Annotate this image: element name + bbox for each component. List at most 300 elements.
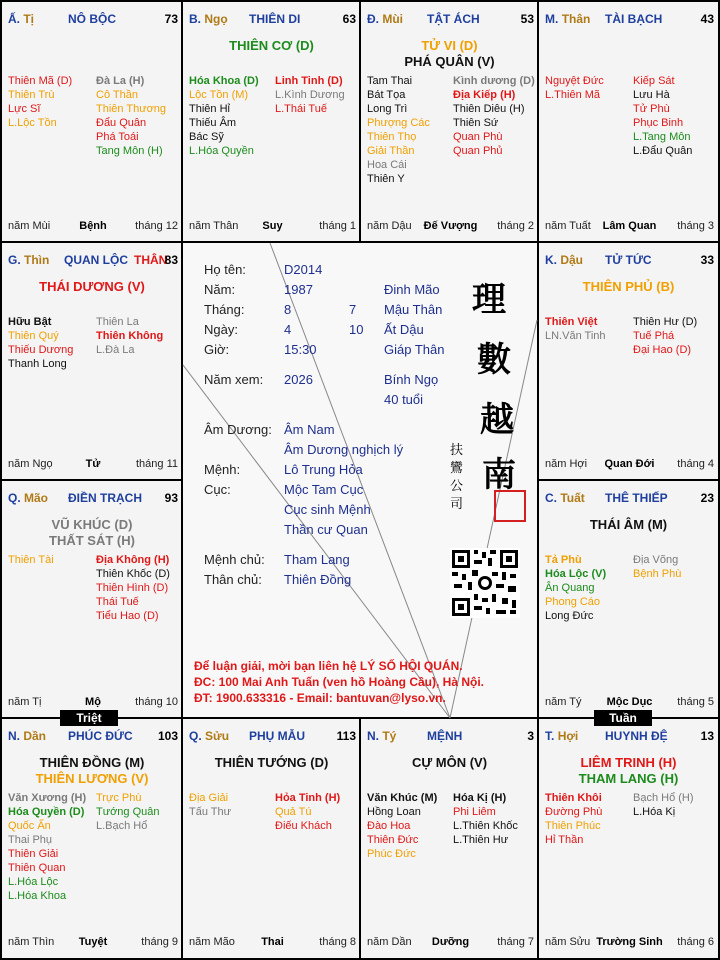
palace-mui [361,2,538,242]
minor-star: L.Thiên Khốc [453,820,518,832]
view-year-label: Năm xem: [204,372,264,387]
palace-age: 23 [700,491,714,505]
life-stage: Mộ [85,696,101,708]
palace-header [545,253,714,269]
palace-year: năm Tuất [545,220,591,232]
minor-star: L.Thái Tuế [275,103,327,115]
earthly-branch: Thìn [24,253,50,267]
minor-star: Thiên Y [367,173,405,185]
minor-star: Nguyệt Đức [545,75,604,87]
palace-than [539,2,718,242]
minor-star: Bạch Hổ (H) [633,792,694,804]
minor-star: Quan Phủ [453,145,503,157]
palace-header [8,729,178,745]
palace-age: 63 [342,12,356,26]
palace-footer [545,219,714,233]
minor-stars-left [367,74,430,186]
minor-star: L.Hóa Quyền [189,145,254,157]
minor-stars-left [545,315,606,343]
main-star: TỬ VI (D) [421,38,478,53]
minor-star: Kình dương (D) [453,75,535,87]
address-line: ĐC: 100 Mai Anh Tuấn (ven hồ Hoàng Cầu), Hà Nội. [194,675,485,689]
minor-star: Thiên Khốc (D) [96,568,170,580]
palace-month: tháng 7 [497,936,534,948]
minor-stars-right [633,791,694,819]
minor-star: Thiên Quan [8,862,66,874]
palace-year: năm Thân [189,220,239,232]
year-label: Năm: [204,282,236,297]
palace-year: năm Ngọ [8,458,53,470]
minor-star: Địa Võng [633,554,679,566]
palace-footer [8,219,178,233]
palace-header [367,729,534,745]
minor-star: Hỉ Thần [545,834,584,846]
day-label: Ngày: [204,322,238,337]
main-stars [539,517,718,533]
contact-line: Để luận giải, mời bạn liên hệ LÝ SỐ HỘI QUÁN. [194,659,463,673]
palace-month: tháng 1 [319,220,356,232]
minor-star: L.Thiên Hư [453,834,509,846]
palace-footer [189,935,356,949]
palace-year: năm Dần [367,936,412,948]
palace-month: tháng 11 [135,458,178,470]
minor-stars-left [189,791,231,819]
than-chu-label: Thân chủ: [204,572,262,587]
palace-age: 53 [520,12,534,26]
minor-star: Long Đức [545,610,594,622]
minor-star: Phượng Các [367,117,430,129]
minor-star: Phục Binh [633,117,684,129]
minor-star: Địa Giải [189,792,229,804]
minor-star: Văn Xương (H) [8,792,87,804]
palace-year: năm Tý [545,696,582,708]
minor-star: Thanh Long [8,358,67,370]
month-solar: 8 [284,302,292,317]
life-stage: Dưỡng [431,936,470,948]
minor-stars-right [453,791,518,847]
palace-header [545,729,714,745]
minor-stars-left [545,553,606,623]
earthly-branch: Mùi [382,12,404,26]
palace-month: tháng 3 [677,220,714,232]
palace-name: MỆNH [427,729,463,743]
palace-branch [8,491,48,505]
minor-star: LN.Văn Tinh [545,330,606,342]
minor-star: Phá Toái [96,131,139,143]
palace-name: TỬ TỨC [605,253,652,267]
palace-year: năm Mão [189,936,235,948]
palace-year: năm Mùi [8,220,51,232]
year-value: 1987 [284,282,313,297]
palace-month: tháng 2 [497,220,534,232]
minor-stars-right [633,553,681,581]
heavenly-stem: N. [8,729,20,743]
life-stage: Lâm Quan [602,220,657,232]
palace-name: HUYNH ĐỆ [605,729,668,743]
name-value: D2014 [284,262,323,277]
palace-year: năm Hợi [545,458,588,470]
palace-age: 73 [164,12,178,26]
palace-header [189,729,356,745]
minor-stars-right [275,791,340,833]
calligraphy-char: 越 [480,400,514,440]
palace-year: năm Thìn [8,936,55,948]
center-info-panel [182,242,538,718]
earthly-branch: Dần [23,729,47,743]
minor-star: Thiên Hư (D) [633,316,698,328]
minor-star: Đẩu Quân [96,117,147,129]
main-star: THIÊN PHỦ (B) [582,279,675,294]
main-stars [361,755,538,771]
palace-footer [367,219,534,233]
palace-age: 93 [164,491,178,505]
age-value: 40 tuổi [384,392,424,407]
palace-footer [545,457,714,471]
palace-footer [8,457,178,471]
palace-dau [539,243,718,480]
palace-branch [367,729,396,743]
minor-star: Bệnh Phù [633,568,682,580]
day-canchi: Ất Dậu [384,322,424,337]
calligraphy-char: 南 [482,455,516,495]
palace-footer [8,935,178,949]
heavenly-stem: B. [189,12,201,26]
minor-star: Lưu Hà [633,89,670,101]
palace-age: 3 [527,729,534,743]
than-chu-value: Thiên Đồng [284,572,352,587]
main-star: VŨ KHÚC (D) [51,517,133,532]
main-stars [2,279,182,295]
hour-label: Giờ: [204,342,230,357]
minor-star: Địa Không (H) [96,554,170,566]
minor-star: Thiên Phúc [545,820,601,832]
life-stage: Mộc Dục [606,696,653,708]
minor-star: Thiên Diêu (H) [453,103,525,115]
palace-ngo [183,2,360,242]
phone-email-line: ĐT: 1900.633316 - Email: bantuvan@lyso.vn. [194,691,446,705]
minor-star: Tấu Thư [189,806,232,818]
minor-star: L.Kình Dương [275,89,345,101]
minor-star: Hóa Khoa (D) [189,75,259,87]
palace-age: 13 [700,729,714,743]
minor-star: Hồng Loan [367,806,421,818]
minor-star: L.Hóa Lộc [8,876,59,888]
earthly-branch: Tị [23,12,35,26]
palace-year: năm Sửu [545,936,591,948]
life-stage: Suy [262,220,283,232]
main-star: THIÊN CƠ (D) [229,38,314,53]
minor-star: L.Lộc Tồn [8,117,57,129]
hour-value: 15:30 [284,342,317,357]
minor-star: Thiên Sứ [453,117,499,129]
cuc-label: Cục: [204,482,231,497]
palace-month: tháng 12 [135,220,178,232]
main-star: THÁI DƯƠNG (V) [39,279,145,294]
minor-stars-right [453,74,535,158]
tuan-tag: Tuần [594,710,652,726]
minor-star: Thiên Quý [8,330,59,342]
minor-stars-left [545,791,602,847]
am-duong-note: Âm Dương nghịch lý [284,442,404,457]
minor-star: Thiên Mã (D) [8,75,73,87]
palace-name: THÊ THIẾP [605,491,668,505]
palace-name: TẬT ÁCH [427,12,480,26]
earthly-branch: Mão [24,491,49,505]
minor-stars-right [633,315,697,357]
minor-star: Hoa Cái [367,159,407,171]
minor-star: Thiên Khôi [545,792,602,804]
minor-stars-right [96,553,170,623]
am-duong-label: Âm Dương: [204,422,272,437]
qr-code-icon[interactable] [450,548,520,618]
palace-name: PHÚC ĐỨC [68,729,133,743]
earthly-branch: Hợi [557,729,579,743]
minor-star: Thiên Đức [367,834,419,846]
palace-name: NÔ BỘC [68,12,116,26]
main-star: THIÊN TƯỚNG (D) [214,755,329,770]
palace-name: TÀI BẠCH [605,12,663,26]
palace-year: năm Tị [8,696,42,708]
month-lunar: 7 [349,302,357,317]
palace-age: 103 [157,729,178,743]
palace-age: 83 [164,253,178,267]
minor-star: Thiên Hình (D) [96,582,169,594]
day-lunar: 10 [349,322,364,337]
minor-star: Bát Tọa [367,89,406,101]
palace-header [8,253,178,269]
life-stage: Thai [261,936,284,948]
minor-star: Phi Liêm [453,806,496,818]
minor-star: Hỏa Tinh (H) [275,792,341,804]
view-year-canchi: Bính Ngọ [384,372,439,387]
earthly-branch: Thân [561,12,591,26]
minor-star: Tử Phù [633,103,670,115]
minor-star: Linh Tinh (D) [275,75,343,87]
main-star: THẤT SÁT (H) [49,533,135,548]
triet-tag: Triệt [60,710,118,726]
minor-star: Văn Khúc (M) [367,792,438,804]
palace-name: THIÊN DI [249,12,301,26]
minor-star: Tang Môn (H) [96,145,163,157]
palace-branch [367,12,403,26]
minor-star: Thiên Không [96,330,164,342]
menh-value: Lô Trung Hỏa [284,462,363,477]
heavenly-stem: Q. [189,729,202,743]
view-year-value: 2026 [284,372,313,387]
minor-star: L.Bạch Hổ [96,820,148,832]
minor-star: Hóa Kị (H) [453,792,507,804]
minor-star: Thiếu Dương [8,344,74,356]
am-duong-value: Âm Nam [284,422,335,437]
minor-star: Giải Thần [367,145,415,157]
minor-stars-right [96,791,160,833]
minor-star: Đà La (H) [96,75,145,87]
palace-footer [545,695,714,709]
earthly-branch: Sửu [205,729,230,743]
palace-branch [545,491,585,505]
palace-header [545,491,714,507]
minor-star: L.Đẩu Quân [633,145,693,157]
main-stars [539,279,718,295]
minor-stars-right [633,74,692,158]
main-star: LIÊM TRINH (H) [580,755,677,770]
main-star: THIÊN LƯƠNG (V) [35,771,149,786]
earthly-branch: Dậu [560,253,584,267]
minor-star: Thiên Giải [8,848,59,860]
minor-star: Điếu Khách [275,820,332,832]
minor-stars-right [96,315,163,357]
minor-star: L.Đà La [96,344,135,356]
month-canchi: Mậu Thân [384,302,443,317]
palace-footer [545,935,714,949]
palace-ti [2,2,182,242]
calligraphy-char: 理 [472,280,506,320]
palace-branch [545,253,583,267]
palace-year: năm Dậu [367,220,412,232]
minor-star: Thiên Tài [8,554,54,566]
minor-star: L.Tang Môn [633,131,691,143]
name-label: Họ tên: [204,262,246,277]
minor-star: Quốc Ấn [8,820,51,832]
main-stars [183,38,360,54]
minor-star: Phong Cáo [545,596,601,608]
palace-branch [8,253,49,267]
palace-branch [545,729,578,743]
minor-star: Tam Thai [367,75,413,87]
minor-star: Phúc Đức [367,848,416,860]
minor-star: Kiếp Sát [633,75,675,87]
minor-star: Hóa Lộc (V) [545,568,607,580]
palace-month: tháng 5 [677,696,714,708]
main-star: PHÁ QUÂN (V) [404,54,495,69]
menh-label: Mệnh: [204,462,241,477]
palace-age: 43 [700,12,714,26]
palace-name: ĐIỀN TRẠCH [68,491,142,505]
minor-star: Cô Thần [96,89,138,101]
earthly-branch: Tuất [560,491,585,505]
palace-footer [8,695,178,709]
palace-footer [367,935,534,949]
palace-month: tháng 4 [677,458,714,470]
minor-stars-left [189,74,259,158]
palace-ty [361,719,538,958]
palace-header [367,12,534,28]
menh-chu-label: Mệnh chủ: [204,552,265,567]
palace-month: tháng 8 [319,936,356,948]
earthly-branch: Ngọ [204,12,228,26]
minor-star: Đường Phù [545,806,603,818]
minor-stars-right [275,74,345,116]
minor-star: Trực Phù [96,792,142,804]
palace-mao [2,481,182,718]
earthly-branch: Tý [382,729,397,743]
main-stars [183,755,360,771]
palace-branch [545,12,590,26]
minor-star: Hóa Quyền (D) [8,806,85,818]
main-stars [539,755,718,787]
heavenly-stem: Q. [8,491,21,505]
year-canchi: Đinh Mão [384,282,440,297]
minor-stars-left [8,315,73,371]
palace-thin [2,243,182,480]
calligraphy-char: 數 [477,340,511,380]
cuc-note-1: Cục sinh Mệnh [284,502,371,517]
palace-month: tháng 10 [135,696,178,708]
minor-star: Tuế Phá [633,330,675,342]
heavenly-stem: K. [545,253,557,267]
hour-canchi: Giáp Thân [384,342,445,357]
main-star: THIÊN ĐỒNG (M) [39,755,145,770]
palace-header [8,491,178,507]
palace-name: PHỤ MẪU [249,729,305,743]
main-star: THÁI ÂM (M) [589,517,668,532]
minor-star: Quả Tú [275,806,312,818]
palace-dan [2,719,182,958]
heavenly-stem: Ấ. [8,12,20,26]
minor-star: Bác Sỹ [189,131,224,143]
palace-header [545,12,714,28]
small-calligraphy: 扶 鸞 公 司 [450,443,464,512]
day-solar: 4 [284,322,292,337]
minor-star: Đào Hoa [367,820,411,832]
minor-stars-left [8,791,86,903]
life-stage: Đế Vượng [423,220,478,232]
minor-star: Hữu Bật [8,316,52,328]
palace-header [8,12,178,28]
minor-star: Thiên Trù [8,89,55,101]
minor-star: L.Thiên Mã [545,89,601,101]
minor-star: Đại Hao (D) [633,344,692,356]
heavenly-stem: T. [545,729,555,743]
minor-star: Thiên Thọ [367,131,417,143]
minor-stars-right [96,74,166,158]
life-stage: Quan Đới [604,458,655,470]
minor-star: Lộc Tồn (M) [189,89,249,101]
palace-tuat [539,481,718,718]
heavenly-stem: G. [8,253,21,267]
life-stage: Bệnh [79,220,107,232]
minor-star: Thiên Hỉ [189,103,230,115]
main-stars [2,517,182,549]
heavenly-stem: N. [367,729,379,743]
minor-star: Thiên Thương [96,103,167,115]
palace-branch [8,729,46,743]
minor-star: Tiểu Hao (D) [96,610,159,622]
red-seal-icon [494,490,526,522]
life-stage: Tuyệt [78,936,108,948]
palace-age: 113 [336,729,356,743]
minor-star: Thiên La [96,316,139,328]
minor-star: Long Trì [367,103,408,115]
cuc-value: Mộc Tam Cục [284,482,364,497]
palace-age: 33 [700,253,714,267]
than-marker: THÂN [134,253,168,267]
minor-star: Lực Sĩ [8,103,41,115]
palace-month: tháng 9 [141,936,178,948]
minor-star: Tả Phù [545,554,582,566]
minor-star: Thiên Việt [545,316,598,328]
palace-month: tháng 6 [677,936,714,948]
minor-stars-left [8,74,72,130]
palace-hoi [539,719,718,958]
minor-star: Thai Phụ [8,834,53,846]
month-label: Tháng: [204,302,245,317]
minor-stars-left [367,791,437,861]
menh-chu-value: Tham Lang [284,552,350,567]
palace-branch [8,12,34,26]
heavenly-stem: C. [545,491,557,505]
heavenly-stem: Đ. [367,12,379,26]
